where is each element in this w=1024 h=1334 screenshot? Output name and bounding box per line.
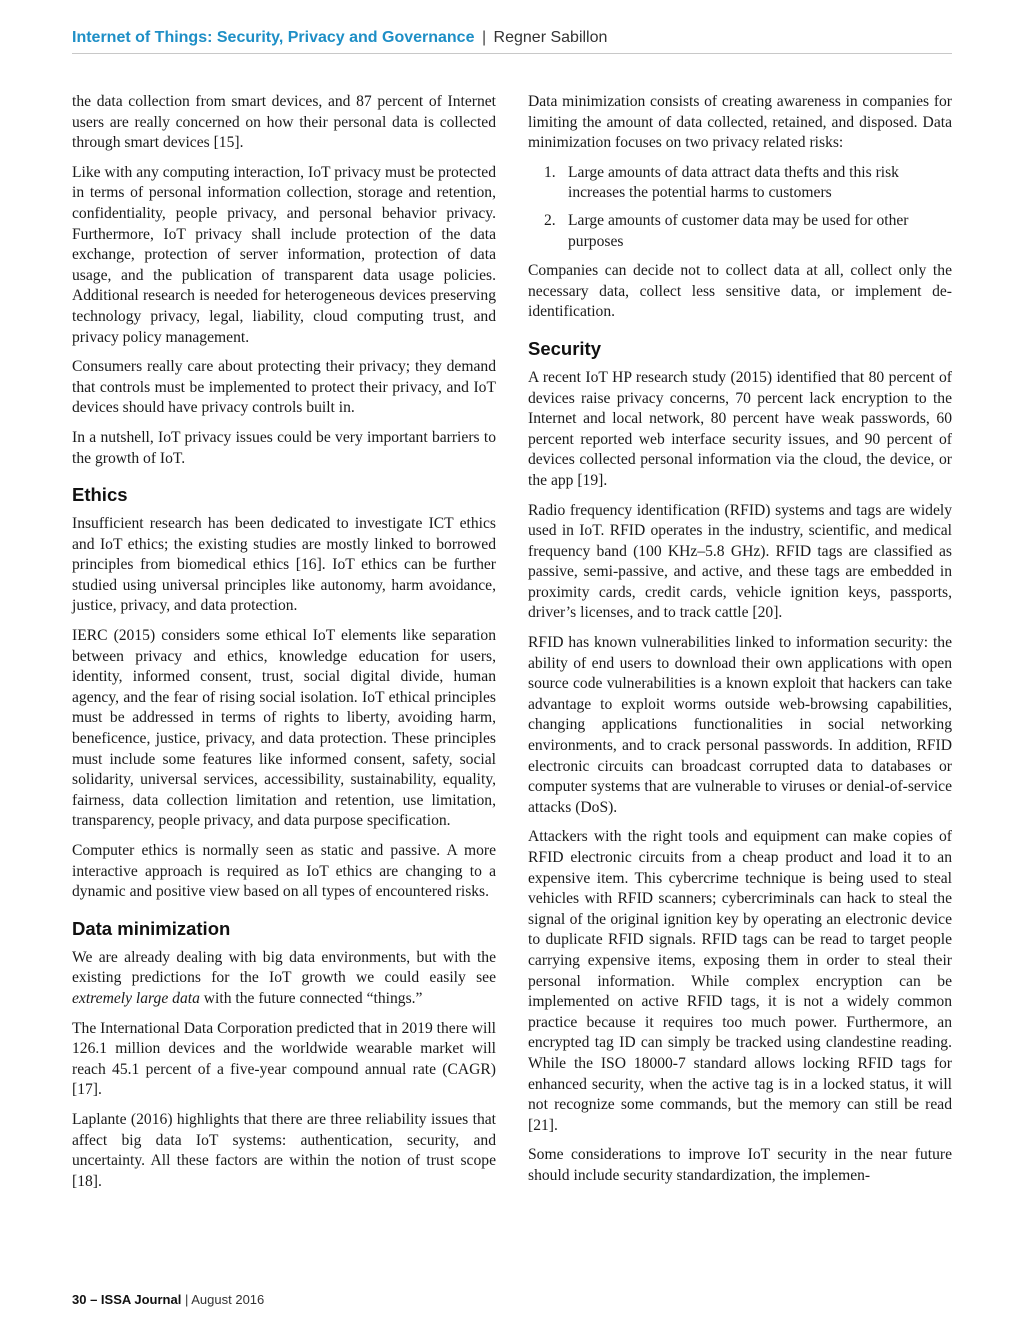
paragraph: Like with any computing interaction, IoT privacy must be protected in terms of personal information collection, storage and retention, confidentiality, people privacy, and personal behavior privacy. Furthermore, IoT privacy shall include protection of the data exchange, protection of server information, protection of data usage, and the publication of transparent data usage policies. Additional research is needed for heterogeneous devices preserving technology privacy, legal, liability, cloud computing trust, and privacy policy management. bbox=[72, 163, 496, 346]
list-item bbox=[528, 163, 952, 204]
footer-separator: | bbox=[184, 1292, 189, 1307]
paragraph: Radio frequency identification (RFID) systems and tags are widely used in IoT. RFID operates in the industry, scientific, and medical frequency band (100 KHz–5.8 GHz). RFID tags are classified as passive, semi-passive, and active, and these tags are embedded in proximity cards, credit cards, vehicle ignition keys, passports, driver’s licenses, and to track cattle [20]. bbox=[528, 501, 952, 622]
numbered-list bbox=[528, 163, 952, 252]
page-footer bbox=[72, 1292, 264, 1307]
paragraph: In a nutshell, IoT privacy issues could be very important barriers to the growth of IoT. bbox=[72, 428, 496, 467]
list-item bbox=[528, 211, 952, 252]
journal-section-title: Internet of Things: Security, Privacy and Governance bbox=[72, 29, 475, 46]
paragraph: The International Data Corporation predicted that in 2019 there will 126.1 million devices and the worldwide wearable market will reach 45.1 percent of a five-year compound annual rate (CAGR) [17]. bbox=[72, 1019, 496, 1099]
header-divider bbox=[72, 53, 952, 54]
header-separator: | bbox=[481, 29, 487, 46]
paragraph: Laplante (2016) highlights that there are three reliability issues that affect big data IoT systems: authentication, security, and uncertainty. All these factors are within the notion of trust scope [18]. bbox=[72, 1110, 496, 1190]
emphasized-text: extremely large data bbox=[72, 989, 200, 1007]
running-header bbox=[72, 28, 952, 48]
page-number: 30 – ISSA Journal bbox=[72, 1292, 182, 1307]
article-author: Regner Sabillon bbox=[493, 29, 608, 46]
paragraph-text: We are already dealing with big data environments, but with the existing predictions for the IoT growth we could easily see bbox=[72, 948, 496, 987]
issue-date: August 2016 bbox=[191, 1292, 265, 1307]
list-number: 1. bbox=[544, 163, 556, 181]
paragraph: Attackers with the right tools and equipment can make copies of RFID electronic circuits from a cheap product and load it to an expensive item. This cybercrime technique is being used to steal vehicles with RFID scanners; cybercriminals can hack to steal the signal of the original ignition key by operating an electronic device to duplicate RFID signals. RFID tags can be read to target people carrying expensive items, exposing them in order to steal their personal information. While complex encryption can be implemented on active RFID tags, it is not a widely common practice because it requires too much power. Furthermore, an encrypted tag ID can simply be tracked using clandestine reading. While the ISO 18000-7 standard allows locking RFID tags for enhanced security, when the active tag is in a locked status, it will not recognize some commands, but the memory can still be read [21]. bbox=[528, 828, 952, 1134]
paragraph: Companies can decide not to collect data at all, collect only the necessary data, collect less sensitive data, or implement de-identification. bbox=[528, 262, 952, 321]
section-heading-data-minimization: Data minimization bbox=[72, 917, 231, 939]
paragraph: Data minimization consists of creating awareness in companies for limiting the amount of data collected, retained, and disposed. Data minimization focuses on two privacy related risks: bbox=[528, 93, 952, 152]
paragraph: Some considerations to improve IoT security in the near future should include security standardization, the implemen- bbox=[528, 1146, 952, 1184]
list-item-text: Large amounts of data attract data thefts and this risk increases the potential harms to customers bbox=[568, 163, 899, 202]
right-column bbox=[528, 92, 952, 1196]
paragraph: IERC (2015) considers some ethical IoT elements like separation between privacy and ethics, knowledge education for users, identity, informed consent, trust, social digital divide, human agency, and the fear of rising social isolation. IoT ethical principles must be addressed in terms of rights to liberty, avoiding harm, beneficence, justice, privacy, and data protection. These principles must include some features like informed consent, safety, social solidarity, universal services, accessibility, sustainability, equality, fairness, data collection limitation and retention, use limitation, transparency, people privacy, and data purpose specification. bbox=[72, 627, 496, 830]
paragraph: the data collection from smart devices, and 87 percent of Internet users are really concerned on how their personal data is collected through smart devices [15]. bbox=[72, 93, 496, 152]
paragraph: Computer ethics is normally seen as static and passive. A more interactive approach is required as IoT ethics are changing to a dynamic and positive view based on all types of encountered risks. bbox=[72, 842, 496, 901]
paragraph: RFID has known vulnerabilities linked to information security: the ability of end users to download their own applications with open source code vulnerabilities is a known exploit that hackers can take advantage to exploit worms outside web-browsing capabilities, changing applications functionalities in social networking environments, and to crack personal passwords. In addition, RFID electronic circuits can broadcast corrupted data to databases or computer systems that are vulnerable to viruses or denial-of-service attacks (DoS). bbox=[528, 634, 952, 816]
paragraph bbox=[72, 948, 496, 1010]
paragraph: A recent IoT HP research study (2015) identified that 80 percent of devices raise privacy concerns, 70 percent lack encryption to the Internet and local network, 80 percent have weak passwords, 60 percent reported web interface security issues, and 90 percent of devices collected personal information via the cloud, the device, or the app [19]. bbox=[528, 368, 952, 489]
paragraph: Insufficient research has been dedicated to investigate ICT ethics and IoT ethics; the existing studies are mostly linked to borrowed principles from biomedical ethics [16]. IoT ethics can be further studied using universal principles like autonomy, harm avoidance, justice, privacy, and data protection. bbox=[72, 515, 496, 615]
paragraph: Consumers really care about protecting their privacy; they demand that controls must be implemented to protect their privacy, and IoT devices should have privacy controls built in. bbox=[72, 358, 496, 417]
list-number: 2. bbox=[544, 211, 556, 229]
section-heading-security: Security bbox=[528, 337, 602, 359]
paragraph-text: with the future connected “things.” bbox=[199, 989, 423, 1007]
list-item-text: Large amounts of customer data may be used for other purposes bbox=[568, 211, 909, 250]
section-heading-ethics: Ethics bbox=[72, 484, 128, 506]
left-column bbox=[72, 92, 496, 1201]
